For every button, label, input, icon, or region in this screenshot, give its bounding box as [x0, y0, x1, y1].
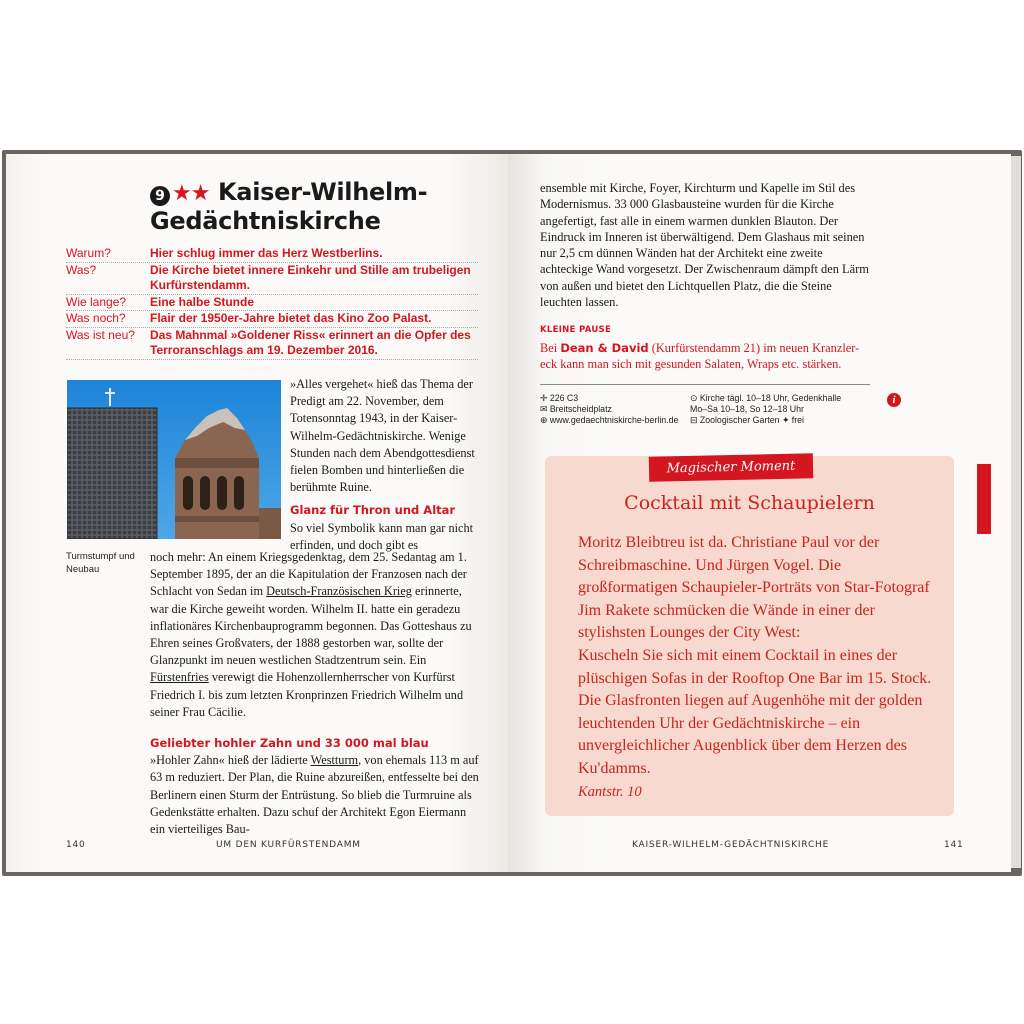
- info-key: Was?: [66, 262, 97, 277]
- intro-paragraph: »Alles vergehet« hieß das Thema der Predigt am 22. November, dem Totensonntag 1943, in der Kaiser-Wilhelm-Gedächtniskirche. Wenige Stunden nach dem Abendgottesdienst fielen Bomben und hinterließen die berühmte Ruine.: [290, 377, 475, 495]
- website-link[interactable]: ⊕ www.gedaechtniskirche-berlin.de: [540, 415, 679, 425]
- kleine-pause-text: [540, 340, 870, 373]
- text-run: noch mehr: An einem Kriegsgedenktag, dem 25. Sedantag am 1. September 1895, der an die Kapitulation der Franzosen nach der Schlacht von Sedan im: [150, 550, 467, 599]
- info-row: [66, 295, 478, 312]
- info-key: Was ist neu?: [66, 327, 135, 342]
- info-key: Was noch?: [66, 311, 126, 325]
- station-admission: ⊟ Zoologischer Garten ✦ frei: [690, 415, 804, 425]
- link-westturm[interactable]: Westturm: [310, 753, 359, 768]
- page-number-right: 141: [944, 840, 964, 850]
- divider: [540, 384, 870, 385]
- main-text-column: [150, 549, 480, 838]
- text-run: (Kurfürstendamm 21) im neuen Kranzler-eck kann man sich mit gesunden Salaten, Wraps etc. stärken.: [540, 341, 860, 372]
- running-head-right: KAISER-WILHELM-GEDÄCHTNISKIRCHE: [632, 840, 830, 850]
- magic-moment-tag: Magischer Moment: [649, 453, 813, 481]
- info-row: [66, 246, 478, 263]
- info-row: [66, 328, 478, 360]
- section-heading-glanz: Glanz für Thron und Altar: [290, 503, 456, 518]
- info-value: Die Kirche bietet innere Einkehr und Stille am trubeligen Kurfürstendamm.: [150, 262, 471, 292]
- running-head-left: UM DEN KURFÜRSTENDAMM: [216, 840, 361, 850]
- info-icon: i: [887, 393, 901, 407]
- info-table: [66, 246, 478, 360]
- info-value: Das Mahnmal »Goldener Riss« erinnert an die Opfer des Terroranschlags am 19. Dezember 2016.: [150, 327, 471, 357]
- info-value: Eine halbe Stunde: [150, 294, 255, 309]
- restaurant-name: Dean & David: [560, 341, 649, 355]
- section-heading-hohler-zahn: Geliebter hohler Zahn und 33 000 mal blau: [150, 736, 429, 751]
- sight-number-badge: 9: [150, 186, 170, 206]
- church-photo: [67, 380, 281, 539]
- page-title-line2: Gedächtniskirche: [150, 207, 381, 235]
- kleine-pause-label: KLEINE PAUSE: [540, 325, 612, 335]
- info-key: Warum?: [66, 246, 111, 260]
- opening-hours-2: Mo–Sa 10–18, So 12–18 Uhr: [690, 404, 804, 414]
- paragraph-westturm: [150, 752, 480, 838]
- text-run: , von ehemals 113 m auf 63 m reduziert. Der Plan, die Ruine abzureißen, entfesselte bei den Berlinern einen Sturm der Entrüstung. So blieb die Turmruine als Gedenkstätte erhalten. Dazu schuf der Architekt Egon Eiermann ein vierteiliges Bau-: [150, 753, 479, 837]
- photo-caption: Turmstumpf und Neubau: [66, 551, 135, 575]
- rating-stars-icon: ★★: [172, 181, 210, 206]
- facts-right: [690, 393, 841, 426]
- address: ✉ Breitscheidplatz: [540, 404, 612, 414]
- facts-left: [540, 393, 678, 426]
- text-run: verewigt die Hohenzollernherrscher von Kurfürst Friedrich I. bis zum letzten Kronprinzen Friedrich Wilhelm und seiner Frau Cäcilie.: [150, 670, 464, 719]
- box-address: Kantstr. 10: [578, 783, 642, 800]
- chapter-thumb-tab: [977, 464, 991, 534]
- page-number-left: 140: [66, 840, 86, 850]
- map-reference: ✛ 226 C3: [540, 393, 579, 403]
- box-text: [578, 532, 934, 803]
- link-deutsch-franzoesischer-krieg[interactable]: Deutsch-Französischen Krieg: [266, 584, 412, 599]
- opening-hours: ⊙ Kirche tägl. 10–18 Uhr, Gedenkhalle: [690, 393, 842, 403]
- info-row: [66, 263, 478, 295]
- text-run: erinnerte, war die Kirche geweiht worden. Wilhelm II. hatte ein geradezu inflationäres Kirchenbauprogramm begonnen. Das Gotteshaus zu Ehren seines Großvaters, der 1888 gestorben war, sollte der Glanzpunkt im neuen westlichen Stadtzentrum sein. Ein: [150, 584, 472, 668]
- page-edges: [1011, 156, 1021, 868]
- info-key: Wie lange?: [66, 294, 127, 309]
- right-body-paragraph: ensemble mit Kirche, Foyer, Kirchturm und Kapelle im Stil des Modernismus. 33 000 Glasbausteine wurden für die Kirche angefertigt, fast alle in einem warmen dunklen Blauton. Der Eindruck im Inneren ist überwältigend. Dem Glashaus mit seinen nur 2,5 cm dünnen Wänden hat der Architekt eine zweite achteckige Wand vorgesetzt. Der Zwischenraum dämpft den Lärm von außen und bietet den Lichtquellen Platz, die die Steine leuchten lassen.: [540, 181, 869, 310]
- box-paragraph-2: Kuscheln Sie sich mit einem Cocktail in eines der plüschigen Sofas in der Rooftop One Bar im 15. Stock. Die Glasfronten liegen auf Augenhöhe mit der golden leuchtenden Uhr der Gedächtniskirche – ein unvergleichlicher Augenblick über dem Herzen des Ku'damms.: [578, 646, 932, 777]
- page-title-line1: Kaiser-Wilhelm-: [218, 178, 428, 206]
- text-run: »Hohler Zahn« hieß der lädierte: [150, 753, 311, 768]
- info-row: [66, 311, 478, 328]
- info-value: Hier schlug immer das Herz Westberlins.: [150, 246, 383, 260]
- link-fuerstenfries[interactable]: Fürstenfries: [150, 670, 209, 685]
- info-value: Flair der 1950er-Jahre bietet das Kino Zoo Palast.: [150, 311, 432, 325]
- intro-column: [290, 376, 480, 554]
- text-run: Bei: [540, 341, 561, 355]
- paragraph-start: So viel Symbolik kann man gar nicht erfinden, und doch gibt es: [290, 520, 474, 552]
- box-title: Cocktail mit Schaupielern: [624, 492, 875, 514]
- box-paragraph-1: Moritz Bleibtreu ist da. Christiane Paul vor der Schreibmaschine. Und Jürgen Vogel. Die großformatigen Schaupieler-Porträts von Star-Fotograf Jim Rakete schmücken die Wände in einer der stylishsten Lounges der City West:: [578, 534, 930, 642]
- paragraph-sedan: [150, 549, 480, 721]
